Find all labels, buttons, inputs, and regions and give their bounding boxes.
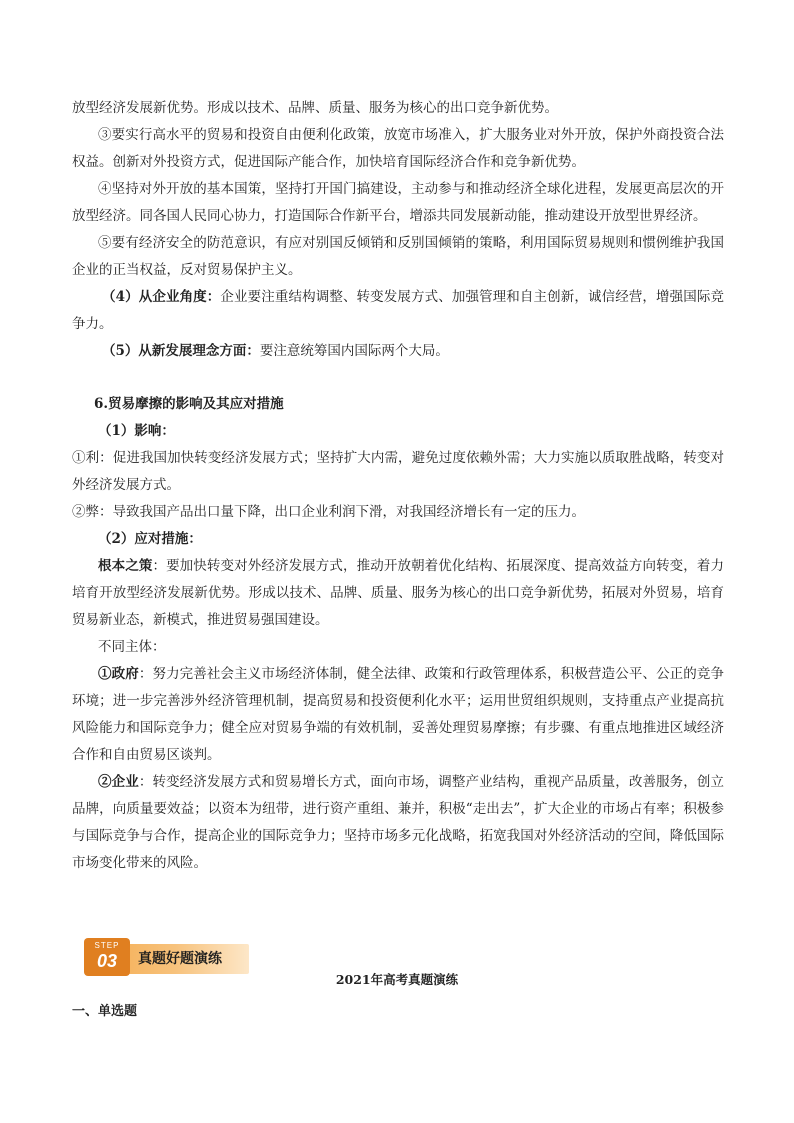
development-concept-text: 要注意统筹国内国际两个大局。 bbox=[259, 343, 449, 359]
step-label: STEP bbox=[94, 941, 120, 950]
root-measure bbox=[72, 553, 724, 634]
development-concept-label: （5）从新发展理念方面： bbox=[102, 343, 260, 359]
enterprise-label: ②企业 bbox=[98, 774, 139, 790]
step-title: 真题好题演练 bbox=[138, 951, 222, 967]
paragraph-continuation: 放型经济发展新优势。形成以技术、品牌、质量、服务为核心的出口竞争新优势。 bbox=[72, 100, 558, 116]
paragraph-point-3: ③要实行高水平的贸易和投资自由便利化政策，放宽市场准入，扩大服务业对外开放，保护外商投资合法权益。创新对外投资方式，促进国际产能合作，加快培育国际经济合作和竞争新优势。 bbox=[72, 127, 724, 170]
enterprise-text: ：转变经济发展方式和贸易增长方式，面向市场，调整产业结构，重视产品质量，改善服务，创立品牌，向质量要效益；以资本为纽带，进行资产重组、兼并，积极“走出去”，扩大企业的市场占有率；积极参与国际竞争与合作，提高企业的国际竞争力；坚持市场多元化战略，拓宽我国对外经济活动的空间，降低国际市场变化带来的风险。 bbox=[72, 774, 725, 871]
government-label: ①政府 bbox=[98, 666, 139, 682]
measures-label: （2）应对措施： bbox=[98, 531, 202, 547]
impact-con: ②弊：导致我国产品出口量下降，出口企业利润下滑，对我国经济增长有一定的压力。 bbox=[72, 504, 585, 520]
enterprise-angle-label: （4）从企业角度： bbox=[102, 289, 221, 305]
section-heading: 一、单选题 bbox=[72, 1004, 138, 1019]
impact-label: （1）影响： bbox=[98, 423, 175, 439]
section-6-title: 6.贸易摩擦的影响及其应对措施 bbox=[94, 396, 284, 412]
step-number: 03 bbox=[96, 951, 118, 971]
impact-pro: ①利：促进我国加快转变经济发展方式；坚持扩大内需，避免过度依赖外需；大力实施以质取胜战略，转变对外经济发展方式。 bbox=[72, 450, 724, 493]
exam-title: 2021年高考真题演练 bbox=[335, 972, 459, 987]
root-measure-text: ：要加快转变对外经济发展方式，推动开放朝着优化结构、拓展深度、提高效益方向转变，着力培育开放型经济发展新优势。形成以技术、品牌、质量、服务为核心的出口竞争新优势，拓展对外贸易，培育贸易新业态，新模式，推进贸易强国建设。 bbox=[72, 558, 725, 628]
paragraph-point-5: ⑤要有经济安全的防范意识，有应对别国反倾销和反别国倾销的策略，利用国际贸易规则和惯例维护我国企业的正当权益，反对贸易保护主义。 bbox=[72, 235, 724, 278]
paragraph-point-4: ④坚持对外开放的基本国策，坚持打开国门搞建设，主动参与和推动经济全球化进程，发展更高层次的开放型经济。同各国人民同心协力，打造国际合作新平台，增添共同发展新动能，推动建设开放型世界经济。 bbox=[72, 181, 724, 224]
government-measures bbox=[72, 661, 724, 769]
enterprise-measures bbox=[72, 769, 724, 877]
enterprise-angle-text: 企业要注重结构调整、转变发展方式、加强管理和自主创新，诚信经营，增强国际竞争力。 bbox=[72, 289, 724, 332]
paragraph-development-concept bbox=[72, 338, 724, 365]
root-measure-label: 根本之策 bbox=[98, 558, 153, 574]
subjects-label: 不同主体： bbox=[98, 639, 166, 655]
paragraph-enterprise-angle bbox=[72, 284, 724, 338]
government-text: ：努力完善社会主义市场经济体制，健全法律、政策和行政管理体系，积极营造公平、公正的竞争环境；进一步完善涉外经济管理机制，提高贸易和投资便利化水平；运用世贸组织规则，支持重点产业提高抗风险能力和国际竞争力；健全应对贸易争端的有效机制，妥善处理贸易摩擦；有步骤、有重点地推进区域经济合作和自由贸易区谈判。 bbox=[72, 666, 725, 763]
body-content bbox=[72, 95, 724, 877]
